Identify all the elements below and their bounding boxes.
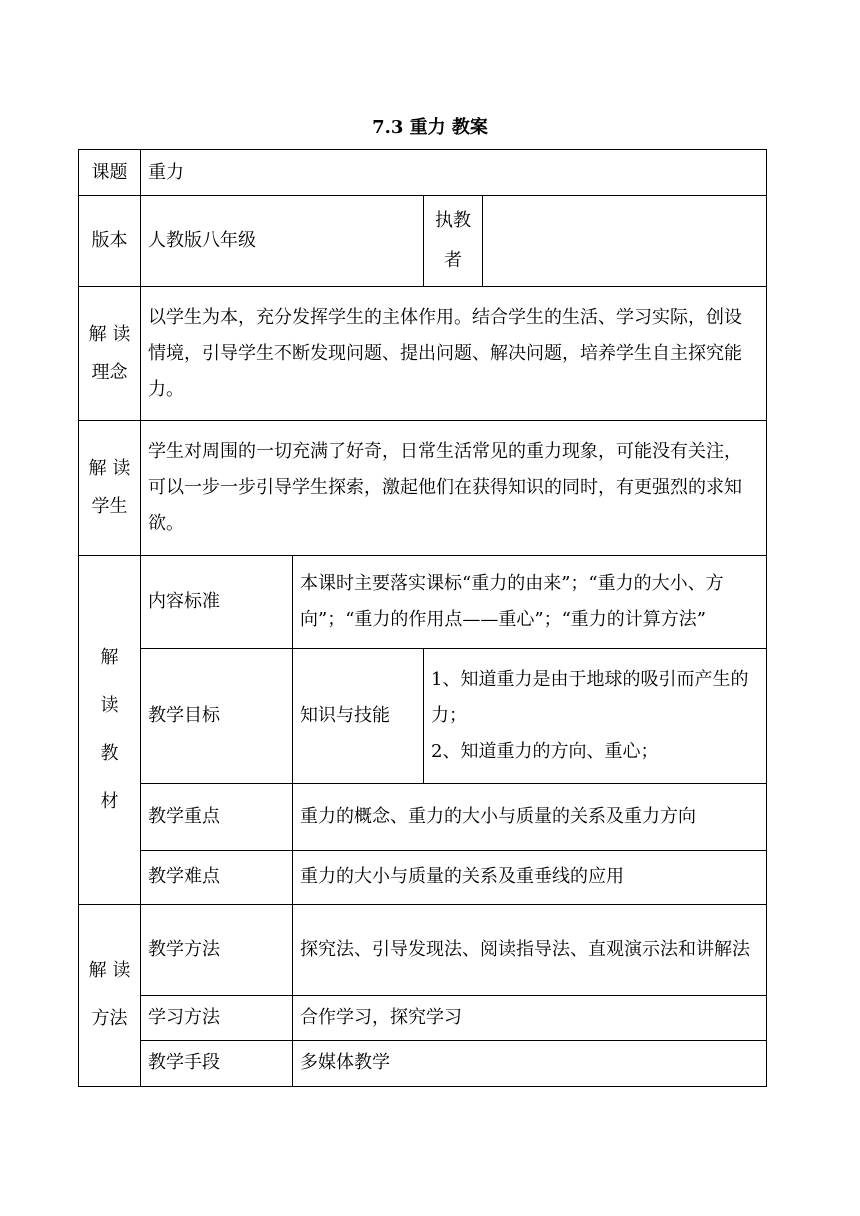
row-topic	[79, 150, 767, 196]
key-points-label: 教学重点	[141, 783, 293, 850]
students-text: 学生对周围的一切充满了好奇，日常生活常见的重力现象，可能没有关注，可以一步一步引导学生探索，激起他们在获得知识的同时，有更强烈的求知欲。	[141, 421, 767, 556]
teaching-means-text: 多媒体教学	[293, 1040, 767, 1086]
difficulties-text: 重力的大小与质量的关系及重垂线的应用	[293, 850, 767, 904]
row-concept	[79, 287, 767, 421]
learning-method-text: 合作学习，探究学习	[293, 995, 767, 1040]
difficulties-label: 教学难点	[141, 850, 293, 904]
row-content-standard	[79, 556, 767, 648]
row-objectives	[79, 648, 767, 783]
material-label-char-3: 教	[100, 743, 119, 765]
teacher-value	[483, 196, 767, 287]
material-label-char-2: 读	[100, 695, 119, 717]
teaching-method-label: 教学方法	[141, 904, 293, 995]
row-edition	[79, 196, 767, 287]
row-key-points	[79, 783, 767, 850]
row-difficulties	[79, 850, 767, 904]
concept-label-line-2: 理念	[91, 361, 128, 383]
material-label-char-4: 材	[100, 791, 119, 813]
students-label-line-1: 解 读	[88, 458, 131, 480]
concept-text: 以学生为本，充分发挥学生的主体作用。结合学生的生活、学习实际，创设情境，引导学生不断发现问题、提出问题、解决问题，培养学生自主探究能力。	[141, 287, 767, 421]
row-teaching-means	[79, 1040, 767, 1086]
key-points-text: 重力的概念、重力的大小与质量的关系及重力方向	[293, 783, 767, 850]
teacher-label-line-1: 执教	[435, 210, 471, 232]
teacher-label-line-2: 者	[444, 250, 462, 272]
document-title: 7.3 重力 教案	[372, 117, 488, 138]
concept-label	[79, 287, 141, 421]
topic-value: 重力	[141, 150, 767, 196]
objective-item-2: 2、知道重力的方向、重心；	[431, 740, 659, 762]
material-label	[79, 556, 141, 904]
objectives-label: 教学目标	[141, 648, 293, 783]
material-label-char-1: 解	[100, 647, 119, 669]
teacher-label	[424, 196, 483, 287]
objectives-text	[424, 648, 767, 783]
objectives-sub-label: 知识与技能	[293, 648, 424, 783]
topic-label: 课题	[79, 150, 141, 196]
students-label-line-2: 学生	[91, 496, 128, 518]
row-teaching-method	[79, 904, 767, 995]
content-standard-label: 内容标准	[141, 556, 293, 648]
edition-value: 人教版八年级	[141, 196, 424, 287]
students-label	[79, 421, 141, 556]
concept-label-line-1: 解 读	[88, 323, 131, 345]
teaching-means-label: 教学手段	[141, 1040, 293, 1086]
content-standard-text: 本课时主要落实课标“重力的由来”；“重力的大小、方向”；“重力的作用点——重心”；“重力的计算方法”	[293, 556, 767, 648]
methods-label	[79, 904, 141, 1086]
lesson-plan-table	[78, 149, 767, 1087]
objective-item-1: 1、知道重力是由于地球的吸引而产生的力；	[431, 668, 749, 726]
edition-label: 版本	[79, 196, 141, 287]
teaching-method-text: 探究法、引导发现法、阅读指导法、直观演示法和讲解法	[293, 904, 767, 995]
methods-label-line-1: 解 读	[88, 960, 131, 982]
row-students	[79, 421, 767, 556]
row-learning-method	[79, 995, 767, 1040]
learning-method-label: 学习方法	[141, 995, 293, 1040]
methods-label-line-2: 方法	[91, 1008, 128, 1030]
